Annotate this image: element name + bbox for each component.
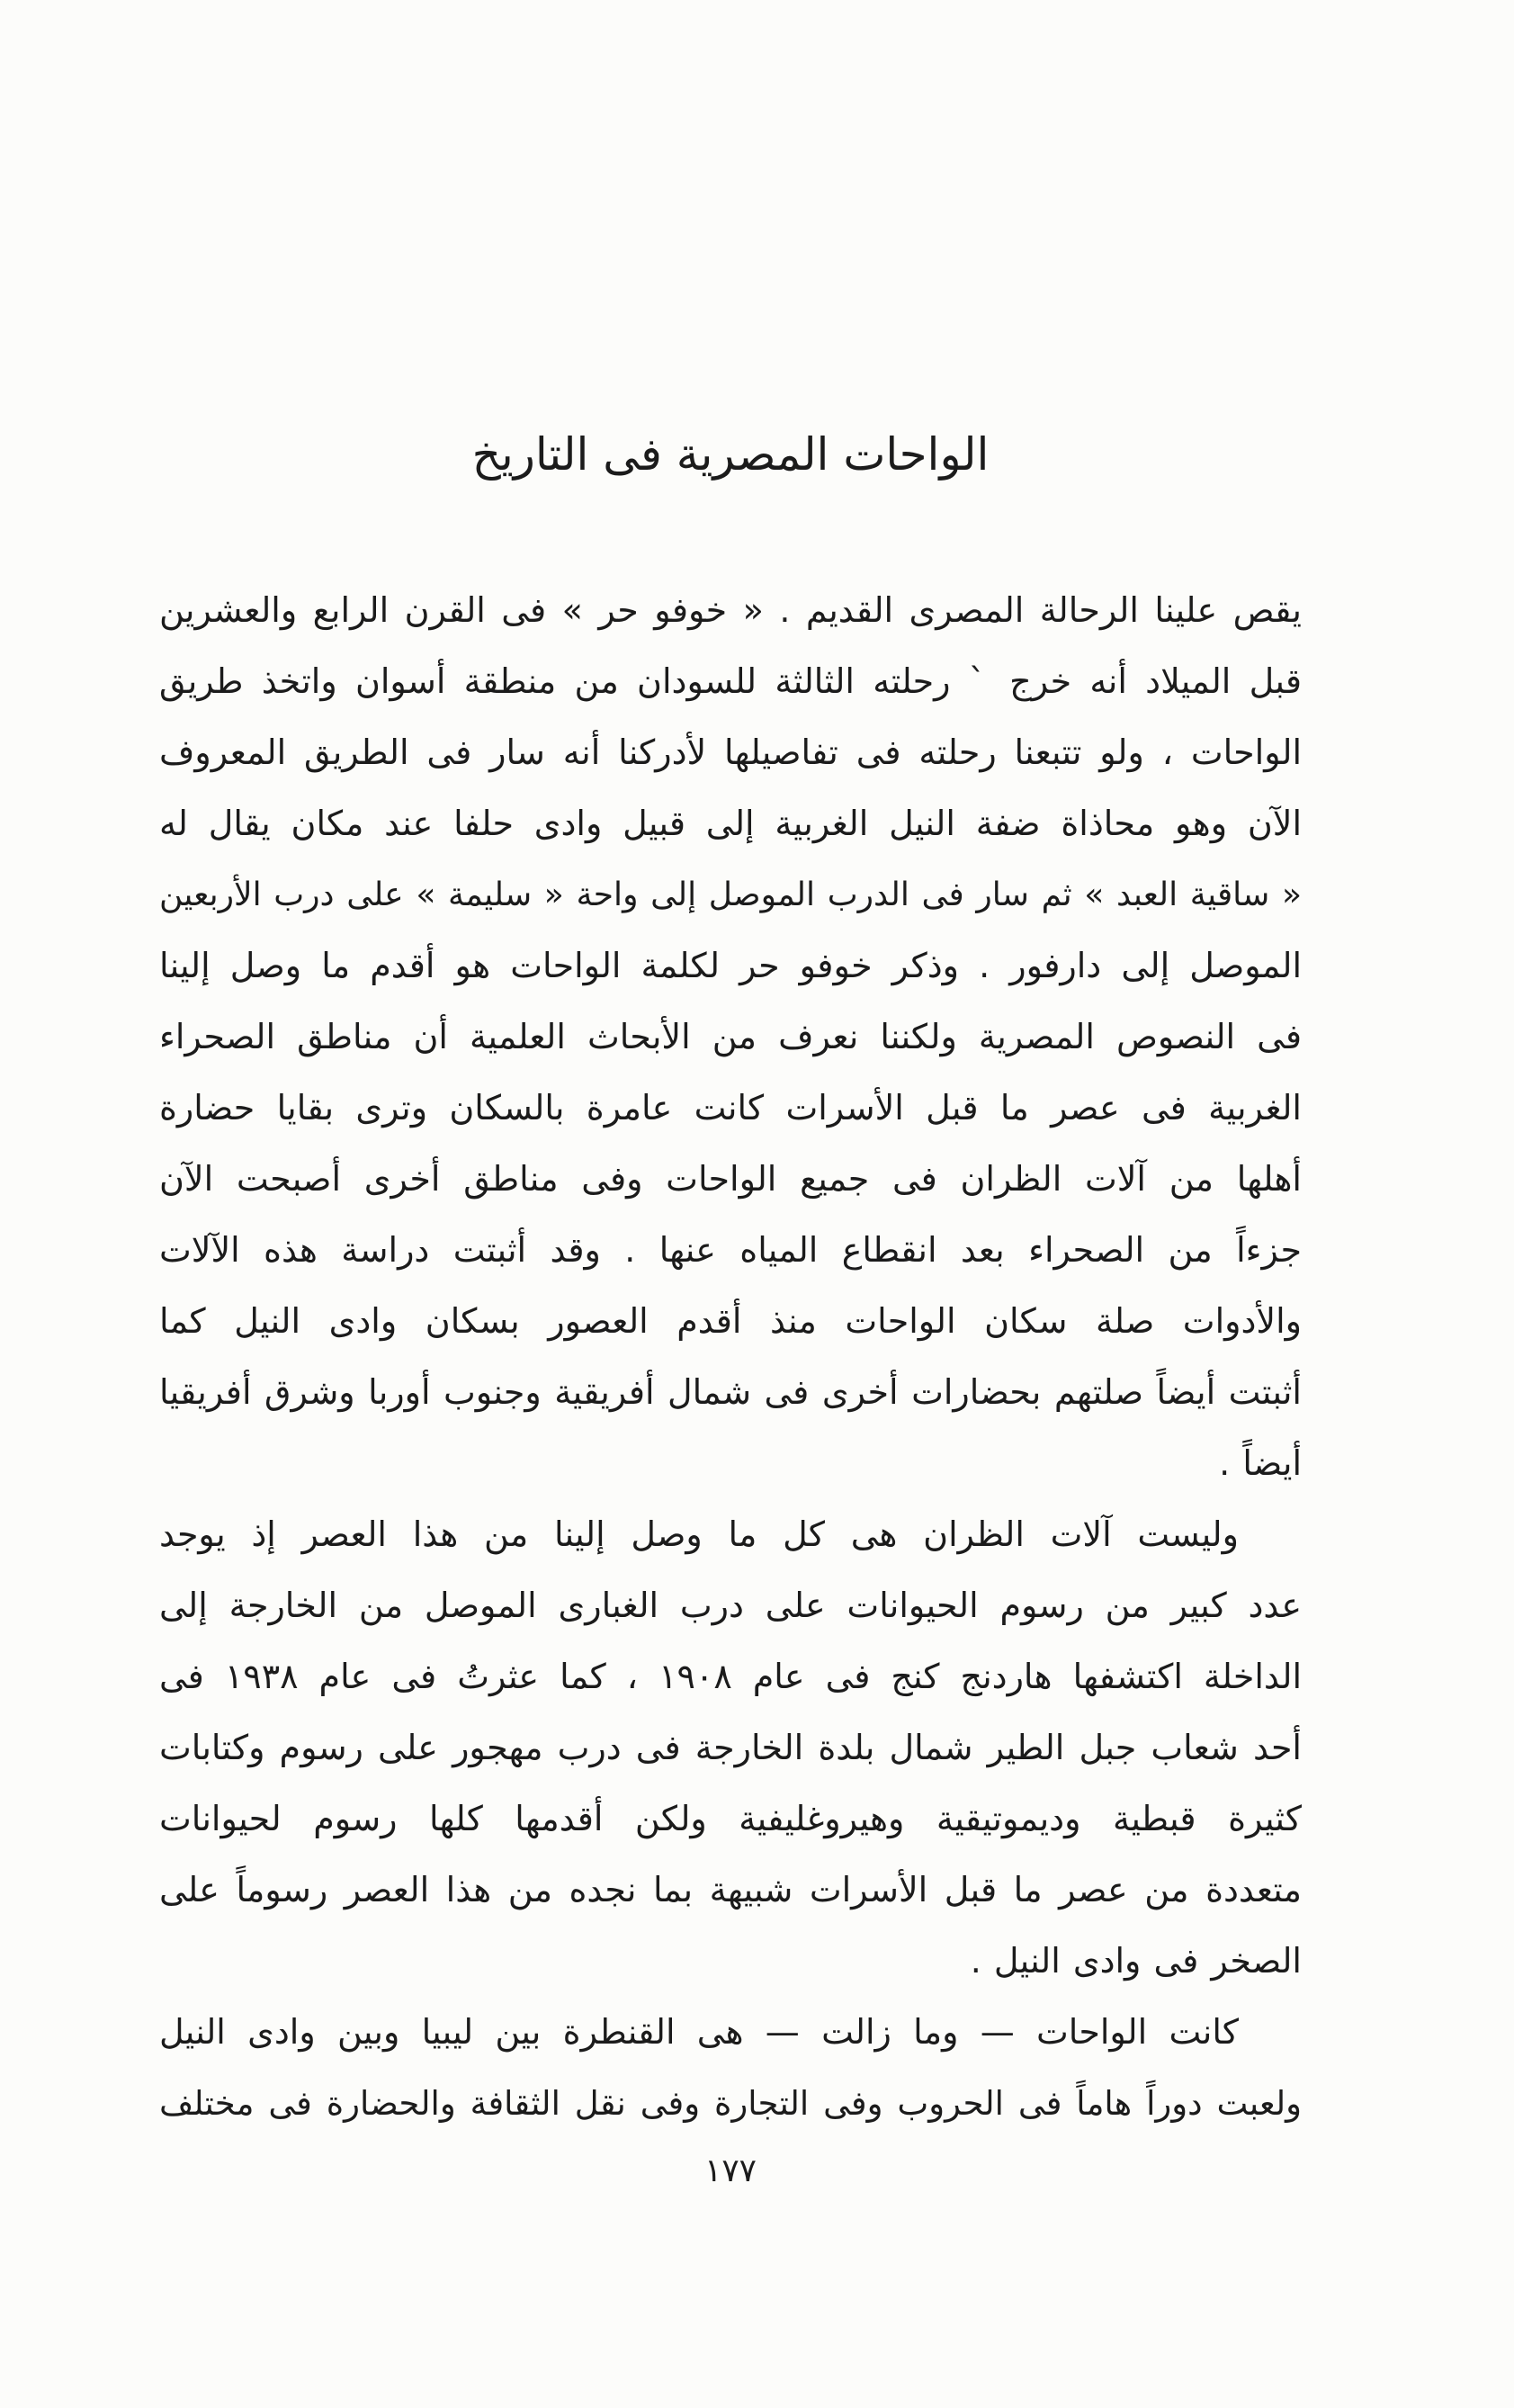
text-line: أيضاً . bbox=[1219, 1443, 1302, 1483]
text-line: والأدوات صلة سكان الواحات منذ أقدم العصور بسكان وادى النيل كما bbox=[159, 1301, 1302, 1341]
text-line: ولعبت دوراً هاماً فى الحروب وفى التجارة وفى نقل الثقافة والحضارة فى مختلف bbox=[159, 2084, 1302, 2123]
text-line: جزءاً من الصحراء بعد انقطاع المياه عنها . وقد أثبتت دراسة هذه الآلات bbox=[159, 1230, 1302, 1270]
text-line: الغربية فى عصر ما قبل الأسرات كانت عامرة بالسكان وترى بقايا حضارة bbox=[159, 1088, 1302, 1128]
paragraph bbox=[159, 1499, 1302, 1997]
text-line: قبل الميلاد أنه خرج ˋ رحلته الثالثة للسودان من منطقة أسوان واتخذ طريق bbox=[159, 661, 1302, 701]
page-body bbox=[159, 575, 1302, 2139]
paragraph bbox=[159, 1997, 1302, 2139]
page-number: ١٧٧ bbox=[703, 2152, 757, 2189]
text-line: الواحات ، ولو تتبعنا رحلته فى تفاصيلها لأدركنا أنه سار فى الطريق المعروف bbox=[159, 732, 1302, 772]
text-line: عدد كبير من رسوم الحيوانات على درب الغبارى الموصل من الخارجة إلى bbox=[159, 1586, 1302, 1625]
paragraph bbox=[159, 575, 1302, 1499]
text-line: الداخلة اكتشفها هاردنج كنج فى عام ١٩٠٨ ، كما عثرتُ فى عام ١٩٣٨ فى bbox=[159, 1657, 1303, 1696]
text-line: متعددة من عصر ما قبل الأسرات شبيهة بما نجده من هذا العصر رسوماً على bbox=[159, 1870, 1302, 1909]
text-line: الموصل إلى دارفور . وذكر خوفو حر لكلمة الواحات هو أقدم ما وصل إلينا bbox=[159, 946, 1302, 985]
text-line: يقص علينا الرحالة المصرى القديم . « خوفو حر » فى القرن الرابع والعشرين bbox=[159, 590, 1302, 630]
text-line: الصخر فى وادى النيل . bbox=[970, 1941, 1302, 1981]
text-line: كانت الواحات — وما زالت — هى القنطرة بين ليبيا وبين وادى النيل bbox=[159, 2012, 1239, 2052]
text-line: الآن وهو محاذاة ضفة النيل الغربية إلى قبيل وادى حلفا عند مكان يقال له bbox=[159, 804, 1302, 843]
text-line: فى النصوص المصرية ولكننا نعرف من الأبحاث العلمية أن مناطق الصحراء bbox=[159, 1017, 1302, 1056]
text-line: أهلها من آلات الظران فى جميع الواحات وفى مناطق أخرى أصبحت الآن bbox=[159, 1159, 1302, 1199]
text-line: أحد شعاب جبل الطير شمال بلدة الخارجة فى درب مهجور على رسوم وكتابات bbox=[159, 1728, 1302, 1767]
text-line: « ساقية العبد » ثم سار فى الدرب الموصل إلى واحة « سليمة » على درب الأربعين bbox=[159, 876, 1302, 913]
page-title: الواحات المصرية فى التاريخ bbox=[471, 428, 990, 481]
text-line: وليست آلات الظران هى كل ما وصل إلينا من هذا العصر إذ يوجد bbox=[159, 1514, 1239, 1554]
text-line: كثيرة قبطية وديموتيقية وهيروغليفية ولكن أقدمها كلها رسوم لحيوانات bbox=[159, 1799, 1302, 1838]
text-line: أثبتت أيضاً صلتهم بحضارات أخرى فى شمال أفريقية وجنوب أوربا وشرق أفريقيا bbox=[159, 1372, 1302, 1412]
